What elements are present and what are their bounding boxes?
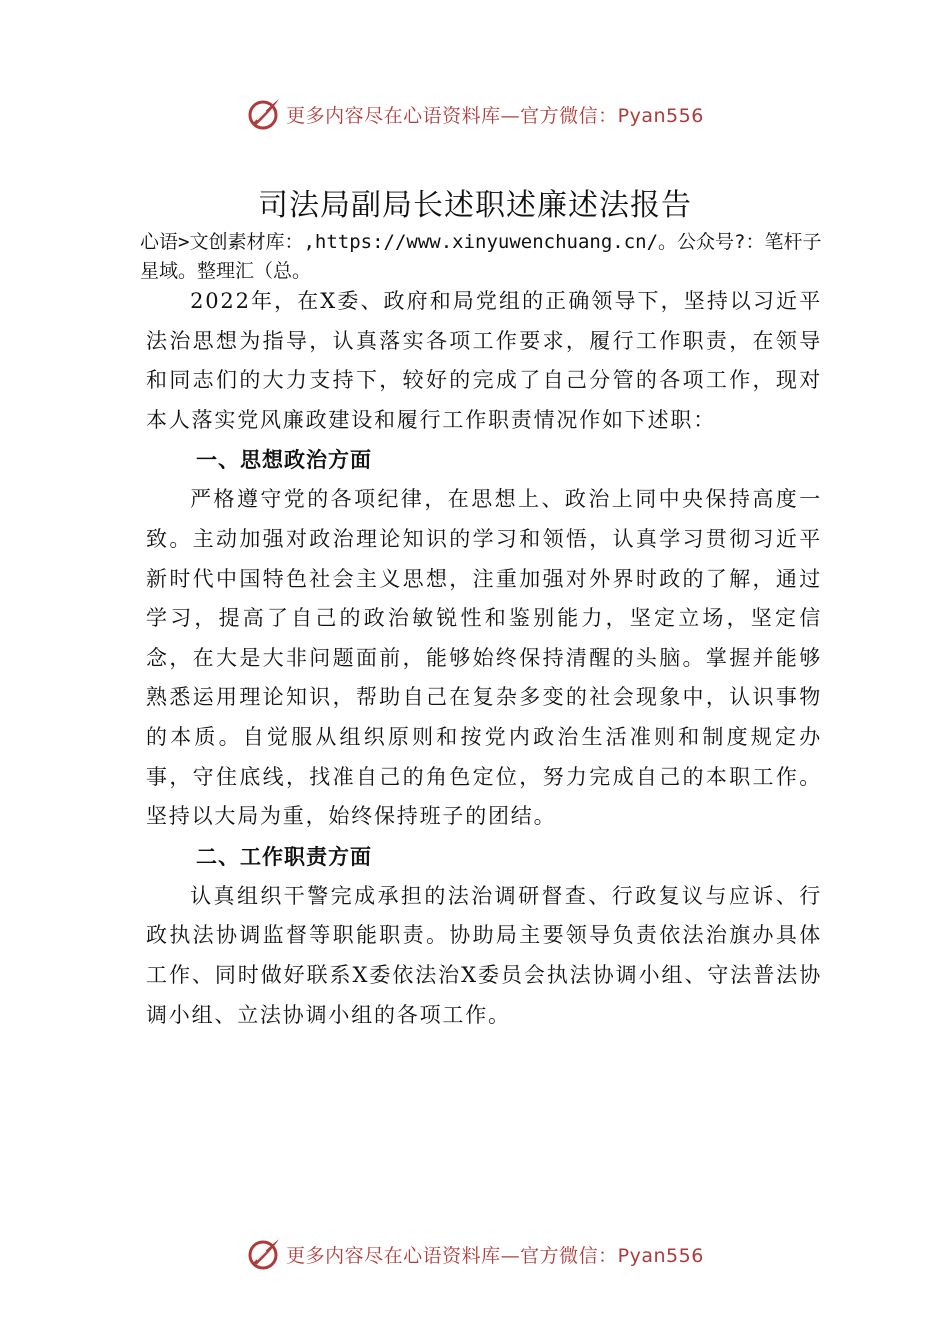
section-body-2: 认真组织干警完成承担的法治调研督查、行政复议与应诉、行政执法协调监督等职能职责。协助局主要领导负责依法治旗办具体工作、同时做好联系X委依法治X委员会执法协调小组、守法普法协调小组、立法协调小组的各项工作。 — [146, 883, 822, 1027]
watermark-banner-bottom — [0, 1234, 950, 1274]
watermark-banner-top — [0, 94, 950, 134]
source-line: 心语>文创素材库：,https://www.xinyuwenchuang.cn/。公众号?：笔杆子星域。整理汇（总。 — [140, 231, 822, 282]
quill-logo-icon — [246, 1236, 282, 1272]
section-body-1: 严格遵守党的各项纪律，在思想上、政治上同中央保持高度一致。主动加强对政治理论知识的学习和领悟，认真学习贯彻习近平新时代中国特色社会主义思想，注重加强对外界时政的了解，通过学习，提高了自己的政治敏锐性和鉴别能力，坚定立场，坚定信念，在大是大非问题面前，能够始终保持清醒的头脑。掌握并能够熟悉运用理论知识，帮助自己在复杂多变的社会现象中，认识事物的本质。自觉服从组织原则和按党内政治生活准则和制度规定办事，守住底线，找准自己的角色定位，努力完成自己的本职工作。坚持以大局为重，始终保持班子的团结。 — [146, 487, 822, 829]
watermark-text: 更多内容尽在心语资料库—官方微信：Pyan556 — [286, 104, 704, 127]
watermark-text: 更多内容尽在心语资料库—官方微信：Pyan556 — [286, 1244, 704, 1267]
quill-logo-icon — [246, 96, 282, 132]
intro-paragraph: 2022年，在X委、政府和局党组的正确领导下，坚持以习近平法治思想为指导，认真落实各项工作要求，履行工作职责，在领导和同志们的大力支持下，较好的完成了自己分管的各项工作，现对本人落实党风廉政建设和履行工作职责情况作如下述职： — [146, 289, 822, 432]
section-heading-2: 二、工作职责方面 — [196, 844, 372, 869]
section-heading-1: 一、思想政治方面 — [196, 448, 372, 473]
document-title: 司法局副局长述职述廉述法报告 — [258, 188, 692, 223]
document-body — [146, 282, 822, 1035]
